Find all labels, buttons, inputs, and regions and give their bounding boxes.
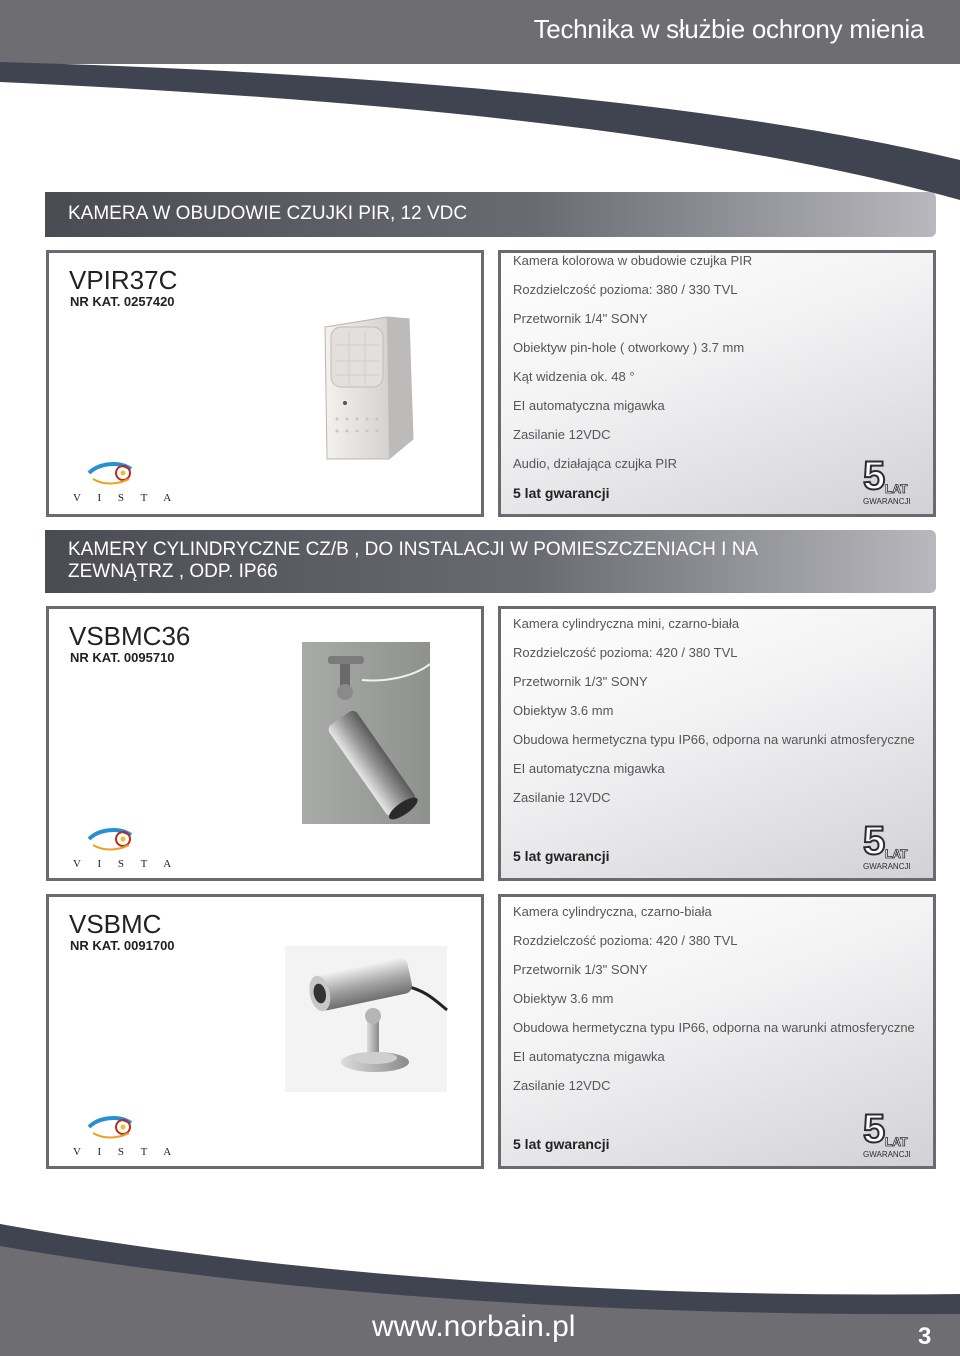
spec-item: Kamera cylindryczna, czarno-biała bbox=[513, 904, 712, 919]
spec-item: Obudowa hermetyczna typu IP66, odporna na warunki atmosferyczne bbox=[513, 732, 915, 747]
spec-item: Kamera kolorowa w obudowie czujka PIR bbox=[513, 253, 753, 268]
spec-item: Zasilanie 12VDC bbox=[513, 1078, 611, 1093]
svg-text:5: 5 bbox=[863, 454, 886, 498]
spec-item: Obiektyw 3.6 mm bbox=[513, 703, 614, 718]
product-catalog-number: NR KAT. 0095710 bbox=[70, 650, 175, 665]
product-card-vsbmc bbox=[46, 894, 484, 1169]
vista-wordmark: V I S T A bbox=[73, 1146, 179, 1158]
spec-item: Obudowa hermetyczna typu IP66, odporna na warunki atmosferyczne bbox=[513, 1020, 915, 1035]
warranty-text: 5 lat gwarancji bbox=[513, 848, 610, 864]
spec-item: Obiektyw pin-hole ( otworkowy ) 3.7 mm bbox=[513, 340, 745, 355]
product-specs-vpir37c bbox=[498, 250, 936, 517]
product-specs-vsbmc bbox=[498, 894, 936, 1169]
product-catalog-number: NR KAT. 0091700 bbox=[70, 938, 175, 953]
warranty-5-lat-badge bbox=[863, 454, 913, 506]
warranty-5-lat-badge bbox=[863, 819, 913, 871]
header-title: Technika w służbie ochrony mienia bbox=[533, 14, 924, 44]
spec-item: Przetwornik 1/3" SONY bbox=[513, 962, 648, 977]
svg-text:GWARANCJI: GWARANCJI bbox=[863, 862, 911, 871]
section-title-pir: KAMERA W OBUDOWIE CZUJKI PIR, 12 VDC bbox=[45, 192, 936, 237]
spec-item: EI automatyczna migawka bbox=[513, 761, 665, 776]
product-catalog-number: NR KAT. 0257420 bbox=[70, 294, 175, 309]
svg-text:LAT: LAT bbox=[885, 1135, 908, 1149]
spec-item: Rozdzielczość pozioma: 420 / 380 TVL bbox=[513, 933, 738, 948]
section-title-line-2: ZEWNĄTRZ , ODP. IP66 bbox=[68, 561, 278, 582]
spec-item: Rozdzielczość pozioma: 420 / 380 TVL bbox=[513, 645, 738, 660]
svg-text:LAT: LAT bbox=[885, 847, 908, 861]
spec-item: Rozdzielczość pozioma: 380 / 330 TVL bbox=[513, 282, 738, 297]
spec-item: EI automatyczna migawka bbox=[513, 398, 665, 413]
spec-item: Zasilanie 12VDC bbox=[513, 790, 611, 805]
product-card-vpir37c bbox=[46, 250, 484, 517]
product-card-vsbmc36 bbox=[46, 606, 484, 881]
vista-logo bbox=[69, 1111, 179, 1159]
warranty-5-lat-badge bbox=[863, 1107, 913, 1159]
spec-item: Kąt widzenia ok. 48 ° bbox=[513, 369, 635, 384]
product-specs-vsbmc36 bbox=[498, 606, 936, 881]
svg-text:5: 5 bbox=[863, 1107, 886, 1151]
section-title-cylindrical bbox=[45, 530, 936, 593]
svg-text:GWARANCJI: GWARANCJI bbox=[863, 1150, 911, 1159]
mini-cylinder-camera-image bbox=[302, 642, 430, 824]
spec-item: Przetwornik 1/3" SONY bbox=[513, 674, 648, 689]
vista-logo bbox=[69, 457, 179, 505]
spec-item: EI automatyczna migawka bbox=[513, 1049, 665, 1064]
product-model: VPIR37C bbox=[69, 265, 178, 295]
spec-item: Kamera cylindryczna mini, czarno-biała bbox=[513, 616, 740, 631]
warranty-text: 5 lat gwarancji bbox=[513, 1136, 610, 1152]
section-title-line-1: KAMERY CYLINDRYCZNE CZ/B , DO INSTALACJI W POMIESZCZENIACH I NA bbox=[68, 539, 759, 560]
warranty-text: 5 lat gwarancji bbox=[513, 485, 610, 501]
spec-item: Audio, działająca czujka PIR bbox=[513, 456, 678, 471]
spec-item: Zasilanie 12VDC bbox=[513, 427, 611, 442]
svg-text:GWARANCJI: GWARANCJI bbox=[863, 497, 911, 506]
product-model: VSBMC bbox=[69, 909, 162, 939]
footer-website-link[interactable]: www.norbain.pl bbox=[372, 1310, 576, 1343]
page-number: 3 bbox=[918, 1323, 932, 1350]
spec-item: Przetwornik 1/4" SONY bbox=[513, 311, 648, 326]
spec-item: Obiektyw 3.6 mm bbox=[513, 991, 614, 1006]
vista-wordmark: V I S T A bbox=[73, 858, 179, 870]
svg-text:LAT: LAT bbox=[885, 482, 908, 496]
cylinder-camera-image bbox=[285, 946, 447, 1092]
product-model: VSBMC36 bbox=[69, 621, 191, 651]
pir-camera-image bbox=[317, 309, 417, 459]
vista-wordmark: V I S T A bbox=[73, 492, 179, 504]
vista-logo bbox=[69, 823, 179, 871]
header-swoosh-decoration bbox=[0, 50, 960, 210]
svg-text:5: 5 bbox=[863, 819, 886, 863]
